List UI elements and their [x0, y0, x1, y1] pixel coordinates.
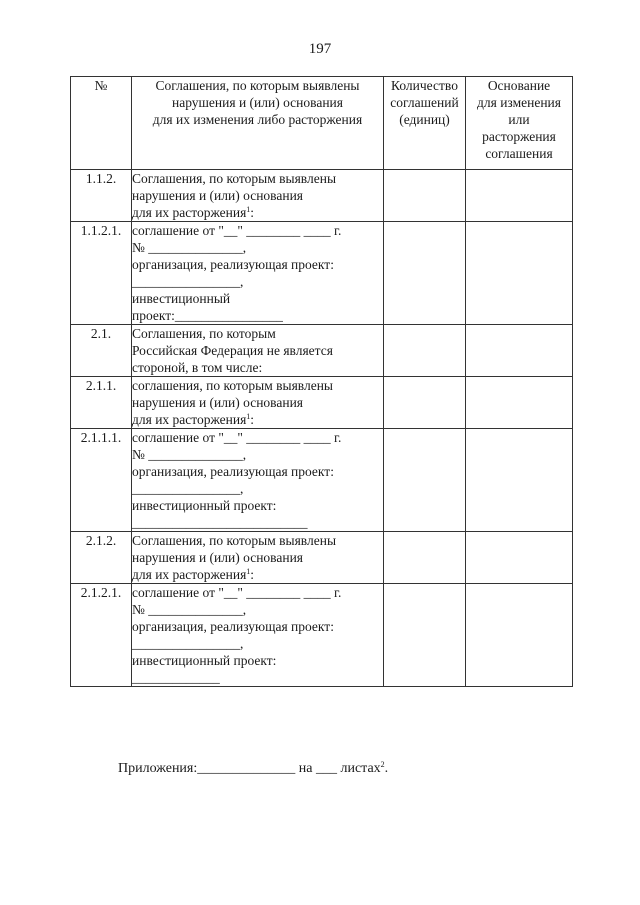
agreement-text: соглашение от "__" ________ ____ г. — [132, 223, 342, 238]
header-number — [71, 77, 132, 170]
agreement-text-line — [132, 325, 383, 342]
agreement-text-line — [132, 429, 383, 446]
agreement-text: соглашение от "__" ________ ____ г. — [132, 430, 342, 445]
header-basis-line: или — [508, 112, 530, 127]
agreement-text: для их расторжения — [132, 412, 247, 427]
line-suffix: : — [250, 205, 255, 220]
row-basis — [466, 377, 573, 429]
row-number: 2.1.1.1. — [71, 429, 132, 532]
row-agreement-text — [132, 222, 384, 325]
agreement-text: организация, реализующая проект: — [132, 619, 334, 634]
header-agreements-line: для их изменения либо расторжения — [152, 112, 363, 127]
footnote-ref-1: 1 — [246, 412, 251, 421]
agreement-text-line — [132, 463, 383, 480]
agreement-text: нарушения и (или) основания — [132, 550, 304, 565]
row-agreement-text — [132, 325, 384, 377]
table-row — [71, 222, 573, 325]
agreement-text-line — [132, 446, 383, 463]
row-agreement-text — [132, 377, 384, 429]
agreement-text-line — [132, 411, 383, 428]
row-number: 2.1.2. — [71, 532, 132, 584]
table-row — [71, 325, 573, 377]
agreement-text-line — [132, 566, 383, 583]
agreement-text-line — [132, 584, 383, 601]
agreement-text-line — [132, 601, 383, 618]
agreement-text-line — [132, 359, 383, 376]
agreement-text-line — [132, 307, 383, 324]
row-quantity — [384, 222, 466, 325]
agreement-text-line — [132, 377, 383, 394]
agreements-table — [70, 76, 573, 687]
table-row — [71, 584, 573, 687]
line-suffix: : — [250, 412, 255, 427]
agreement-text: № ______________, — [132, 240, 247, 255]
row-basis — [466, 429, 573, 532]
row-basis — [466, 170, 573, 222]
agreement-text-line — [132, 394, 383, 411]
row-quantity — [384, 170, 466, 222]
agreement-text: № ______________, — [132, 447, 247, 462]
table-row — [71, 532, 573, 584]
agreement-text: нарушения и (или) основания — [132, 395, 304, 410]
agreement-text-line — [132, 170, 383, 187]
page-number: 197 — [308, 41, 332, 57]
footnote-ref-1: 1 — [246, 205, 251, 214]
header-basis-line: для изменения — [477, 95, 561, 110]
row-number: 2.1.2.1. — [71, 584, 132, 687]
agreement-text: соглашения, по которым выявлены — [132, 378, 333, 393]
row-agreement-text — [132, 429, 384, 532]
row-number: 2.1. — [71, 325, 132, 377]
attachments-label: Приложения: — [118, 761, 198, 776]
agreement-text: ________________, — [132, 481, 244, 496]
agreement-text: инвестиционный проект: — [132, 653, 277, 668]
row-quantity — [384, 325, 466, 377]
attachments-sheets: на ___ листах — [295, 761, 381, 776]
header-basis-line: соглашения — [485, 146, 553, 161]
agreement-text-line — [132, 618, 383, 635]
agreement-text-line — [132, 635, 383, 652]
agreement-text-line — [132, 204, 383, 221]
attachments-line — [118, 760, 388, 778]
row-agreement-text — [132, 584, 384, 687]
footnote-ref-2: 2 — [380, 760, 385, 769]
agreement-text: инвестиционный проект: — [132, 498, 277, 513]
header-basis — [466, 77, 573, 170]
agreement-text-line — [132, 187, 383, 204]
agreement-text: для их расторжения — [132, 567, 247, 582]
agreement-text: стороной, в том числе: — [132, 360, 263, 375]
agreement-text: Соглашения, по которым выявлены — [132, 533, 337, 548]
attachments-blank: ______________ — [197, 761, 296, 776]
line-suffix: : — [250, 567, 255, 582]
row-quantity — [384, 584, 466, 687]
agreement-text-line — [132, 669, 383, 686]
table-header-row — [71, 77, 573, 170]
agreement-text: организация, реализующая проект: — [132, 464, 334, 479]
agreement-text-line — [132, 256, 383, 273]
attachments-end: . — [384, 761, 389, 776]
agreement-text: для их расторжения — [132, 205, 247, 220]
agreement-text: Соглашения, по которым выявлены — [132, 171, 337, 186]
header-agreements-line: нарушения и (или) основания — [171, 95, 343, 110]
row-basis — [466, 584, 573, 687]
agreement-text: ________________, — [132, 274, 244, 289]
agreement-text-line — [132, 480, 383, 497]
row-agreement-text — [132, 170, 384, 222]
agreement-text: Соглашения, по которым — [132, 326, 276, 341]
agreement-text-line — [132, 290, 383, 307]
agreement-text: __________________________ — [132, 515, 308, 530]
agreement-text: соглашение от "__" ________ ____ г. — [132, 585, 342, 600]
header-quantity-line: (единиц) — [399, 112, 450, 127]
row-number: 1.1.2.1. — [71, 222, 132, 325]
agreement-text-line — [132, 514, 383, 531]
header-basis-line: расторжения — [482, 129, 556, 144]
agreement-text: проект:________________ — [132, 308, 283, 323]
agreement-text: _____________ — [132, 670, 220, 685]
header-quantity — [384, 77, 466, 170]
agreement-text: № ______________, — [132, 602, 247, 617]
header-basis-line: Основание — [487, 78, 551, 93]
row-number: 1.1.2. — [71, 170, 132, 222]
header-agreements-line: Соглашения, по которым выявлены — [155, 78, 360, 93]
row-agreement-text — [132, 532, 384, 584]
agreement-text: организация, реализующая проект: — [132, 257, 334, 272]
agreement-text-line — [132, 239, 383, 256]
agreement-text: Российская Федерация не является — [132, 343, 333, 358]
row-quantity — [384, 532, 466, 584]
agreement-text-line — [132, 222, 383, 239]
agreement-text-line — [132, 532, 383, 549]
agreement-text-line — [132, 273, 383, 290]
agreement-text: инвестиционный — [132, 291, 231, 306]
table-row — [71, 170, 573, 222]
header-quantity-line: соглашений — [390, 95, 459, 110]
agreement-text-line — [132, 652, 383, 669]
table-row — [71, 429, 573, 532]
table-body — [71, 170, 573, 687]
header-quantity-line: Количество — [391, 78, 458, 93]
agreement-text-line — [132, 549, 383, 566]
agreement-text: нарушения и (или) основания — [132, 188, 304, 203]
agreement-text-line — [132, 342, 383, 359]
row-quantity — [384, 429, 466, 532]
table-row — [71, 377, 573, 429]
row-basis — [466, 532, 573, 584]
agreement-text: ________________, — [132, 636, 244, 651]
row-number: 2.1.1. — [71, 377, 132, 429]
header-agreements — [132, 77, 384, 170]
row-basis — [466, 325, 573, 377]
header-number-line: № — [94, 78, 108, 93]
agreement-text-line — [132, 497, 383, 514]
row-quantity — [384, 377, 466, 429]
footnote-ref-1: 1 — [246, 567, 251, 576]
row-basis — [466, 222, 573, 325]
